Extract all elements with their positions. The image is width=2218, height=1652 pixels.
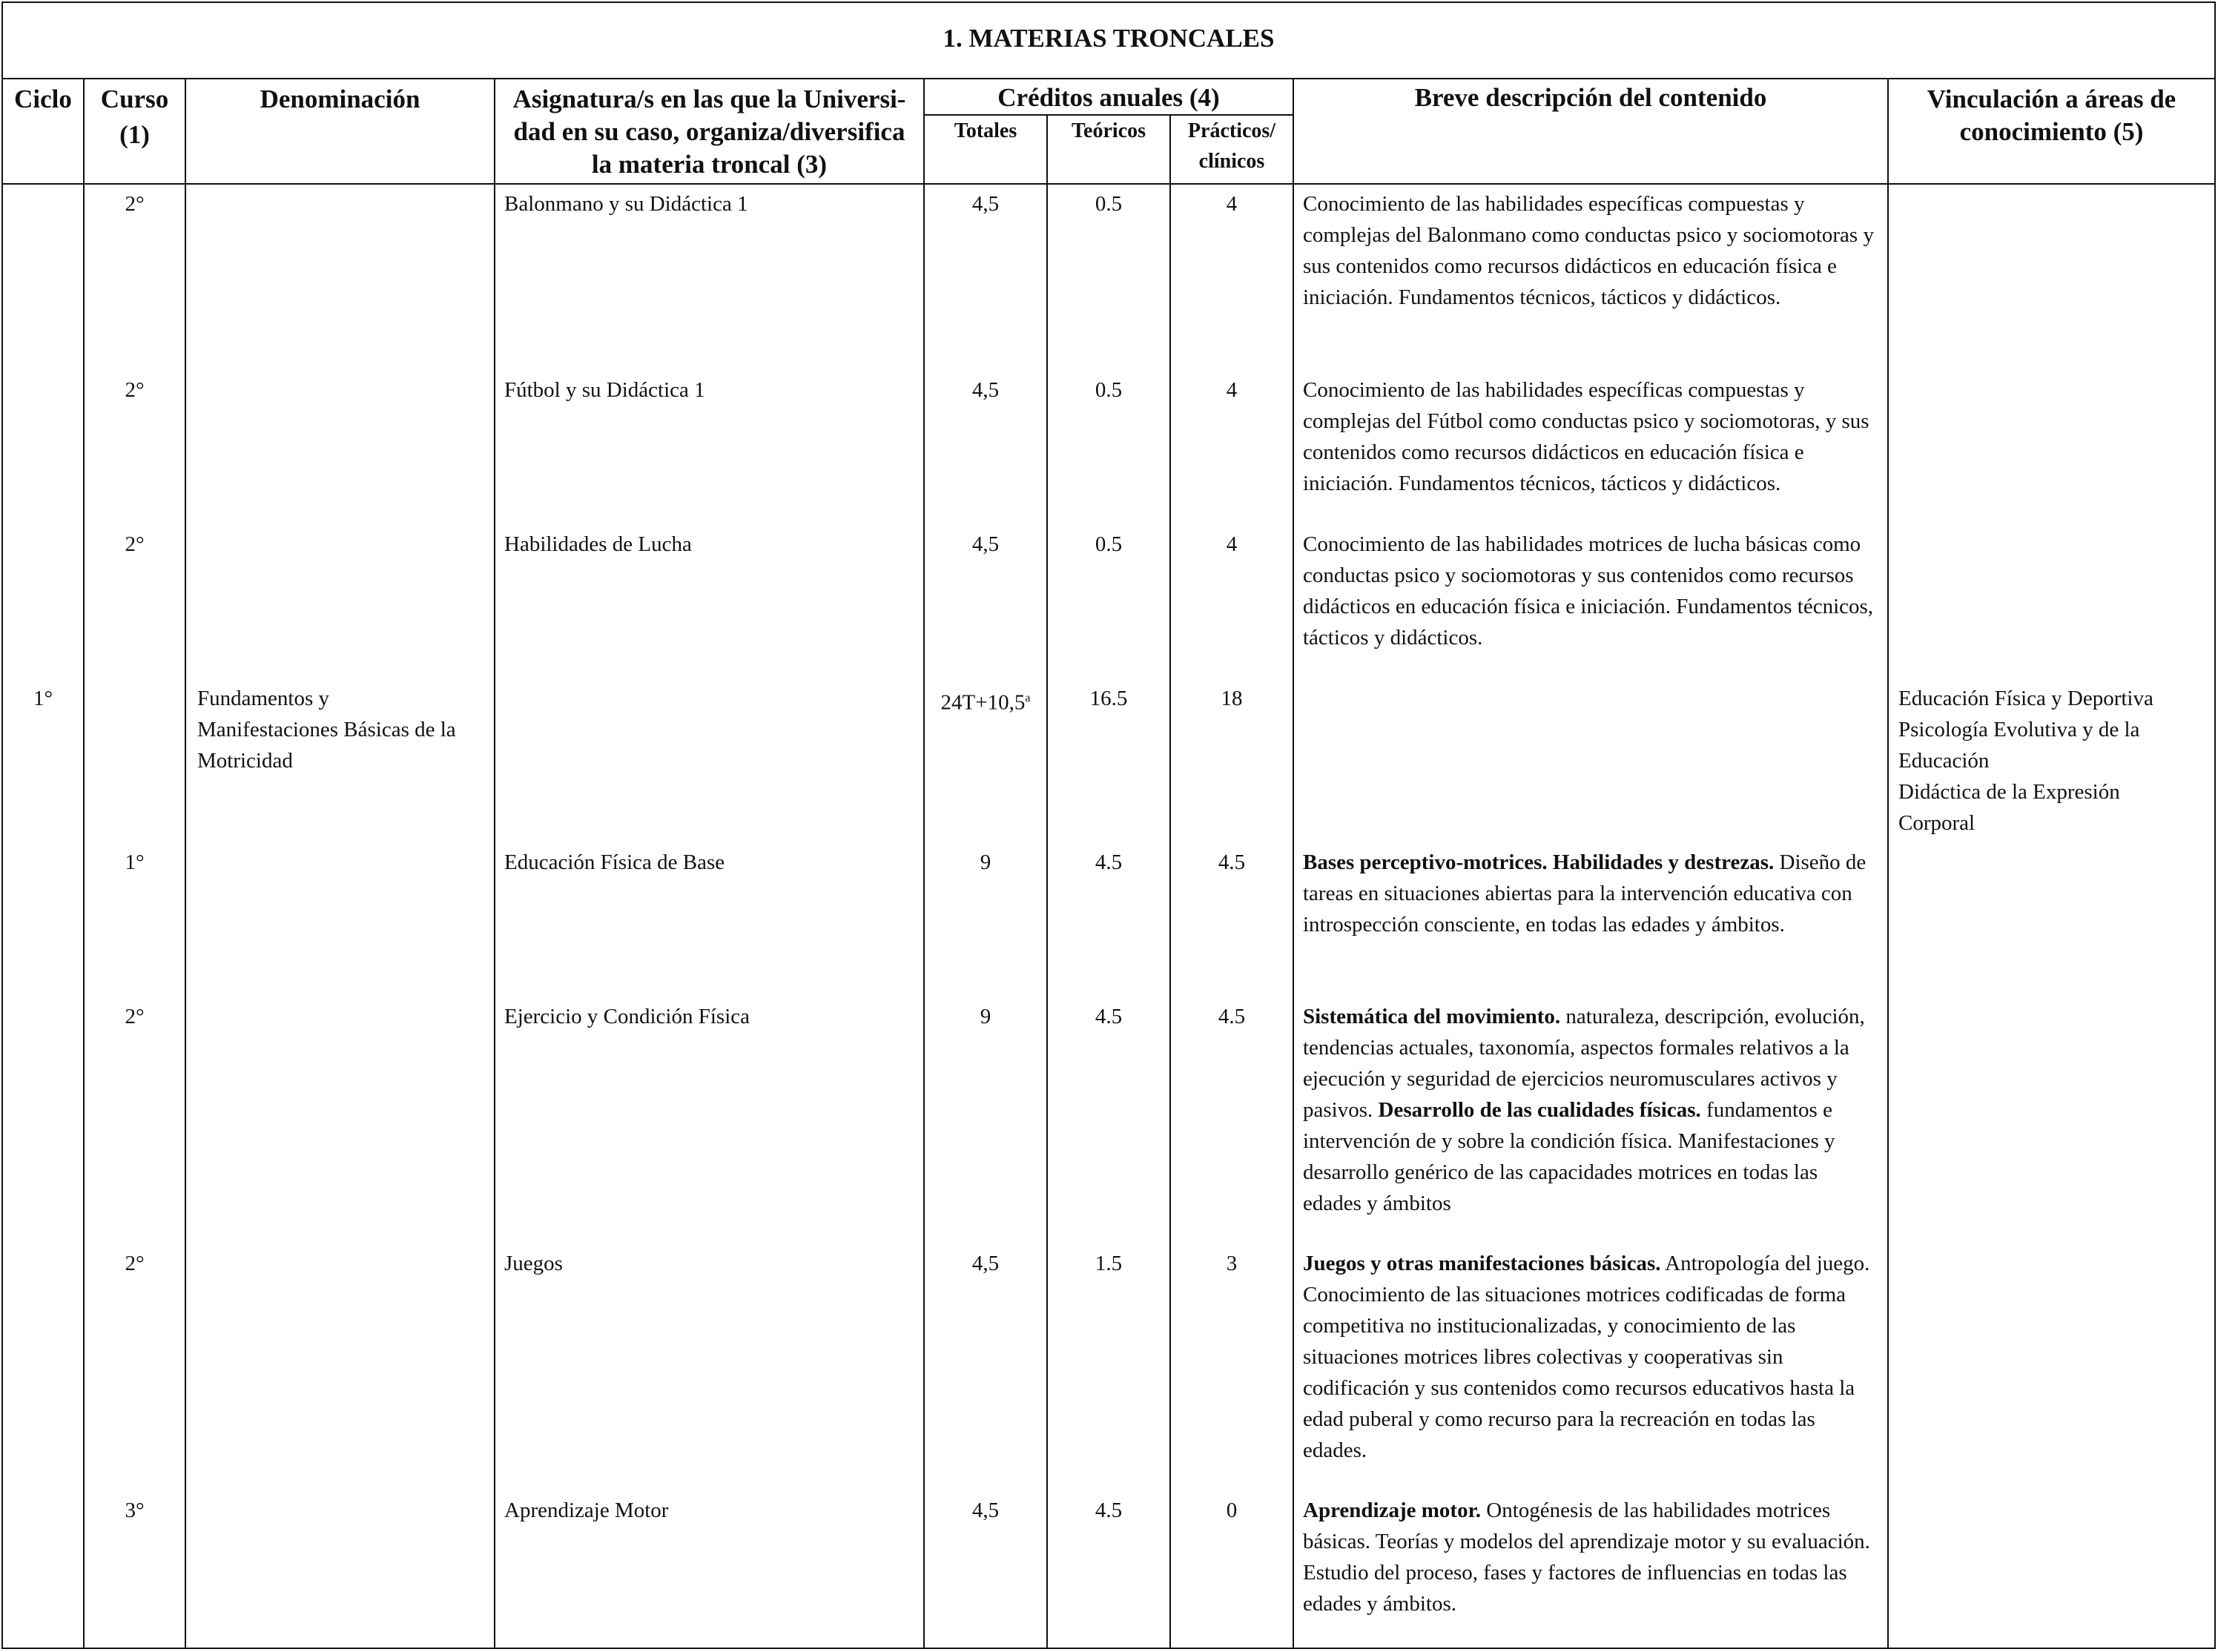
row-descripcion-text: Antropología del juego. Conocimiento de las situaciones motrices codificadas de forma competitiva no institucionalizadas, y conocimiento de las situaciones motrices libres colectivas y cooperativas sin codificación y sus contenidos como recursos educativos hasta la edad puberal y como recurso para la recreación en todas las edades. — [1303, 1252, 1870, 1462]
row-asignatura: Aprendizaje Motor — [504, 1499, 669, 1522]
row-descripcion-text-2: fundamentos e intervención de y sobre la condición física. Manifestaciones y desarrollo genérico de las capacidades motrices en todas las edades y ámbitos — [1303, 1098, 1835, 1215]
row-teoricos: 0.5 — [1095, 532, 1123, 556]
row-descripcion-bold: Sistemática del movimiento. — [1303, 1005, 1561, 1028]
area-item: Educación — [1898, 749, 1990, 773]
row-descripcion-text: Diseño de tareas en situaciones abiertas para la intervención educativa con introspección consciente, en todas las edades y ámbitos. — [1303, 850, 1867, 936]
row-teoricos: 0.5 — [1095, 192, 1123, 216]
row-descripcion: Conocimiento de las habilidades motrices de lucha básicas como conductas psico y sociomotoras y sus contenidos como recursos didácticos en educación física e iniciación. Fundamentos técnicos, tácticos y didácticos. — [1303, 532, 1874, 650]
row-curso: 2° — [125, 1005, 145, 1028]
row-asignatura: Balonmano y su Didáctica 1 — [504, 192, 748, 216]
header-vinculacion-1: Vinculación a áreas de — [1927, 85, 2176, 113]
row-descripcion — [1303, 847, 1881, 940]
row-descripcion-text: Ontogénesis de las habilidades motrices básicas. Teorías y modelos del aprendizaje motor y su evaluación. Estudio del proceso, fases y factores de influencias en todas las edades y ámbitos. — [1303, 1499, 1870, 1616]
header-practicos-2: clínicos — [1198, 150, 1265, 173]
row-curso: 2° — [125, 192, 145, 216]
row-asignatura: Juegos — [504, 1252, 563, 1275]
row-practicos: 3 — [1226, 1252, 1238, 1275]
row-practicos: 4.5 — [1218, 1005, 1246, 1028]
row-curso: 2° — [125, 378, 145, 402]
row-curso: 3° — [125, 1499, 145, 1522]
denominacion-line-2: Manifestaciones Básicas de la — [197, 718, 456, 741]
group-totales-value: 24T+10,5 — [940, 690, 1026, 715]
area-list — [1898, 683, 2210, 839]
ciclo-value: 1° — [33, 687, 53, 710]
group-practicos: 18 — [1221, 687, 1243, 710]
row-descripcion-bold: Bases perceptivo-motrices. Habilidades y destrezas. — [1303, 850, 1775, 874]
row-practicos: 4 — [1226, 192, 1238, 216]
header-teoricos: Teóricos — [1071, 119, 1146, 142]
header-practicos-1: Prácticos/ — [1187, 119, 1276, 142]
row-totales: 4,5 — [971, 192, 1000, 216]
row-curso: 2° — [125, 1252, 145, 1275]
area-item: Educación Física y Deportiva — [1898, 687, 2153, 710]
header-vinculacion-2: conocimiento (5) — [1959, 117, 2144, 146]
row-asignatura: Fútbol y su Didáctica 1 — [504, 378, 705, 402]
header-asignaturas-3: la materia troncal (3) — [591, 150, 828, 179]
area-item: Corporal — [1898, 811, 1976, 835]
row-totales: 9 — [980, 1005, 991, 1028]
row-practicos: 4 — [1226, 378, 1238, 402]
row-descripcion-text: naturaleza, descripción, evolución, tendencias actuales, taxonomía, aspectos formales relativos a la ejecución y seguridad de ejercicios neuromusculares activos y pasivos. — [1303, 1005, 1865, 1122]
row-teoricos: 4.5 — [1095, 1499, 1123, 1522]
header-ciclo: Ciclo — [14, 85, 72, 113]
row-practicos: 0 — [1226, 1499, 1238, 1522]
denominacion-line-1: Fundamentos y — [197, 687, 330, 710]
row-descripcion-bold: Aprendizaje motor. — [1303, 1499, 1482, 1522]
row-asignatura: Educación Física de Base — [504, 850, 725, 874]
header-asignaturas-1: Asignatura/s en las que la Universi- — [512, 85, 906, 113]
row-teoricos: 4.5 — [1095, 1005, 1123, 1028]
row-descripcion: Conocimiento de las habilidades específicas compuestas y complejas del Fútbol como conductas psico y sociomotoras, y sus contenidos como recursos didácticos en educación física e iniciación. Fundamentos técnicos, tácticos y didácticos. — [1303, 378, 1869, 495]
group-teoricos: 16.5 — [1089, 687, 1128, 710]
header-totales: Totales — [954, 119, 1017, 142]
row-teoricos: 1.5 — [1095, 1252, 1123, 1275]
group-totales — [924, 683, 1047, 718]
row-teoricos: 0.5 — [1095, 378, 1123, 402]
row-teoricos: 4.5 — [1095, 850, 1123, 874]
row-totales: 4,5 — [971, 378, 1000, 402]
row-practicos: 4 — [1226, 532, 1238, 556]
row-asignatura: Ejercicio y Condición Física — [504, 1005, 750, 1028]
header-creditos: Créditos anuales (4) — [997, 83, 1220, 112]
header-denominacion: Denominación — [260, 85, 420, 113]
row-curso: 2° — [125, 532, 145, 556]
row-totales: 4,5 — [971, 532, 1000, 556]
row-totales: 9 — [980, 850, 991, 874]
group-totales-sup: a — [1025, 692, 1031, 704]
row-descripcion: Conocimiento de las habilidades específicas compuestas y complejas del Balonmano como conductas psico y sociomotoras y sus contenidos como recursos didácticos en educación física e iniciación. Fundamentos técnicos, tácticos y didácticos. — [1303, 192, 1874, 309]
row-curso: 1° — [125, 850, 145, 874]
row-practicos: 4.5 — [1218, 850, 1246, 874]
header-asignaturas-2: dad en su caso, organiza/diversifica — [513, 117, 905, 146]
row-descripcion — [1303, 1001, 1881, 1219]
header-curso: Curso — [100, 85, 169, 113]
row-asignatura: Habilidades de Lucha — [504, 532, 692, 556]
row-descripcion — [1303, 1495, 1881, 1619]
area-item: Psicología Evolutiva y de la — [1898, 718, 2140, 741]
header-descripcion: Breve descripción del contenido — [1414, 83, 1767, 112]
row-totales: 4,5 — [971, 1252, 1000, 1275]
header-curso-note: (1) — [119, 120, 150, 149]
row-descripcion — [1303, 1248, 1881, 1466]
table-title: 1. MATERIAS TRONCALES — [943, 24, 1275, 53]
row-descripcion-bold-2: Desarrollo de las cualidades físicas. — [1378, 1098, 1701, 1122]
row-totales: 4,5 — [971, 1499, 1000, 1522]
row-descripcion-bold: Juegos y otras manifestaciones básicas. — [1303, 1252, 1661, 1275]
area-item: Didáctica de la Expresión — [1898, 780, 2120, 804]
denominacion-line-3: Motricidad — [197, 749, 293, 773]
